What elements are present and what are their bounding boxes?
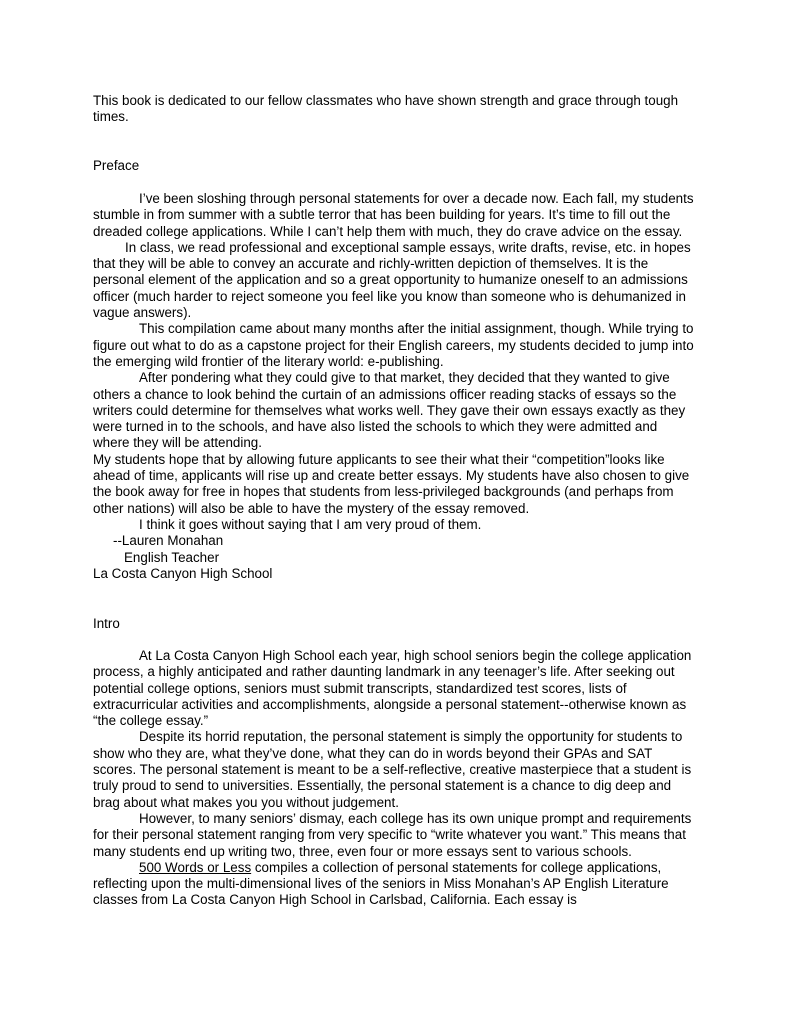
- signature-name: --Lauren Monahan: [113, 533, 224, 549]
- signature-title: English Teacher: [124, 549, 220, 565]
- intro-paragraph: At La Costa Canyon High School each year, high school seniors begin the college application process, a highly anticipated and rather daunting landmark in any teenager’s life. After seeking out potential college options, seniors must submit transcripts, standardized test scores, lists of extracurricular activities and accomplishments, alongside a personal statement--otherwise known as “the college essay.”: [93, 648, 692, 729]
- book-title: 500 Words or Less: [139, 859, 252, 875]
- intro-paragraph: However, to many seniors’ dismay, each college has its own unique prompt and requirements for their personal statement ranging from very specific to “write whatever you want.” This means that many students end up writing two, three, even four or more essays sent to various schools.: [93, 810, 692, 859]
- dedication: This book is dedicated to our fellow classmates who have shown strength and grace through tough times.: [93, 93, 679, 125]
- preface-heading: Preface: [93, 158, 140, 173]
- preface-paragraph: After pondering what they could give to that market, they decided that they wanted to give others a chance to look behind the curtain of an admissions officer reading stacks of essays so the writers could determine for themselves what works well. They gave their own essays exactly as they were turned in to the schools, and have also listed the schools to which they were admitted and where they will be attending.: [93, 370, 686, 451]
- signature-school: La Costa Canyon High School: [93, 565, 273, 581]
- preface-paragraph: My students hope that by allowing future applicants to see their what their “competition”looks like ahead of time, applicants will rise up and create better essays. My students have also chosen to give the book away for free in hopes that students from less-privileged backgrounds (and perhaps from other nations) will also be able to have the mystery of the essay removed.: [93, 451, 690, 516]
- preface-paragraph: I’ve been sloshing through personal statements for over a decade now. Each fall, my students stumble in from summer with a subtle terror that has been building for years. It’s time to fill out the dreaded college applications. While I can’t help them with much, they do crave advice on the essay.: [93, 191, 694, 239]
- preface-paragraph: This compilation came about many months after the initial assignment, though. While trying to figure out what to do as a capstone project for their English careers, my students decided to jump into the emerging wild frontier of the literary world: e-publishing.: [93, 321, 694, 369]
- preface-body: [93, 191, 697, 582]
- intro-paragraph-text: compiles a collection of personal statements for college applications, reflecting upon the multi-dimensional lives of the seniors in Miss Monahan’s AP English Literature classes from La Costa Canyon High School in Carlsbad, California. Each essay is: [93, 859, 669, 908]
- intro-heading: Intro: [93, 616, 120, 631]
- intro-paragraph: Despite its horrid reputation, the personal statement is simply the opportunity for students to show who they are, what they’ve done, what they can do in words beyond their GPAs and SAT scores. The personal statement is meant to be a self-reflective, creative masterpiece that a student is truly proud to send to universities. Essentially, the personal statement is a chance to dig deep and brag about what makes you you without judgement.: [93, 729, 692, 810]
- preface-paragraph: I think it goes without saying that I am very proud of them.: [139, 516, 482, 532]
- intro-body: [93, 648, 697, 909]
- intro-paragraph: [93, 860, 697, 909]
- preface-paragraph: In class, we read professional and exceptional sample essays, write drafts, revise, etc. in hopes that they will be able to convey an accurate and richly-written depiction of themselves. It is the personal element of the application and so a great opportunity to humanize oneself to an admissions officer (much harder to reject someone you feel like you know than someone who is dehumanized in vague answers).: [93, 239, 691, 321]
